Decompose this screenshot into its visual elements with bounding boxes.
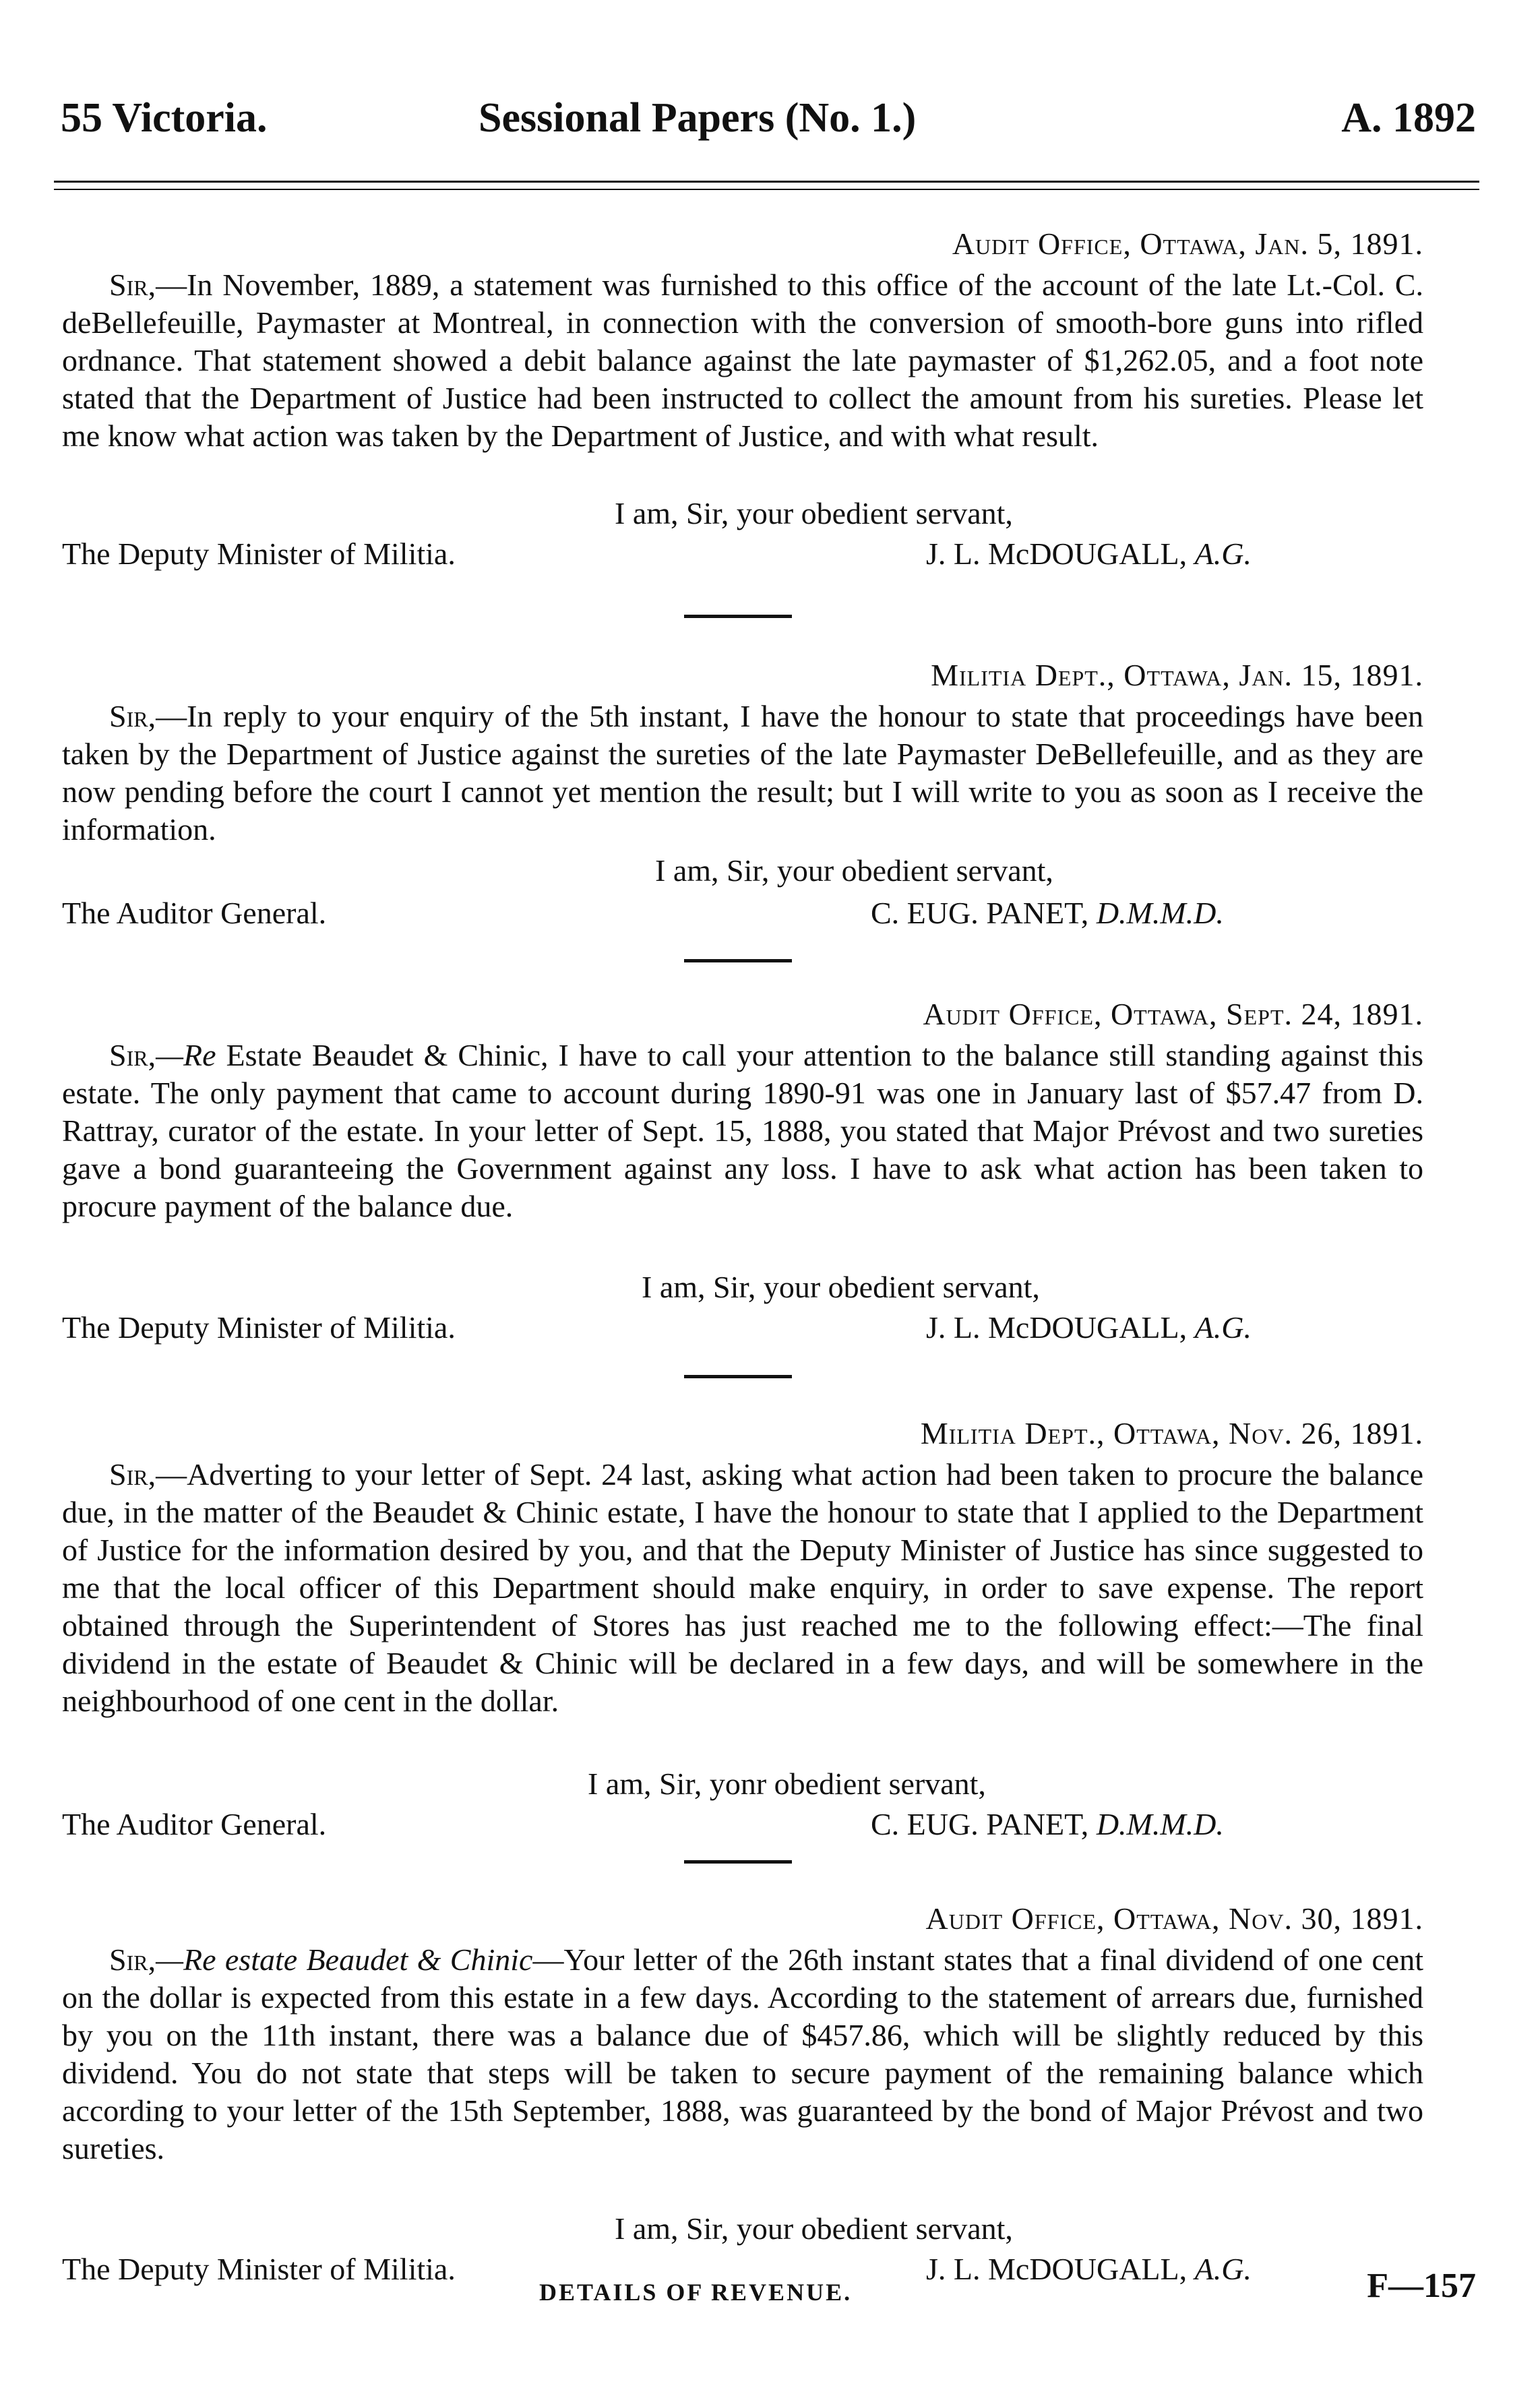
- footer-section-title: DETAILS OF REVENUE.: [539, 2279, 853, 2306]
- letter-body: [62, 1941, 1423, 2168]
- letter-separator: [684, 1375, 792, 1378]
- letter-dateline: Militia Dept., Ottawa, Jan. 15, 1891.: [931, 658, 1423, 692]
- header-regnal-year: 55 Victoria.: [61, 95, 268, 141]
- header-series-title: Sessional Papers (No. 1.): [479, 95, 917, 141]
- letter-signature: [926, 1310, 1252, 1345]
- letter-salutation: Sir,: [109, 699, 156, 733]
- letter-recipient: The Auditor General.: [62, 896, 327, 930]
- letter-separator: [684, 959, 792, 962]
- letter-2: [62, 657, 1423, 940]
- letter-body: [62, 1456, 1423, 1720]
- letter-text: —In reply to your enquiry of the 5th instant, I have the honour to state that proceedings have been taken by the Department of Justice against the sureties of the late Paymaster DeBellefeuille, and as they are now pending before the court I cannot yet mention the result; but I will write to you as soon as I receive the information.: [62, 699, 1423, 847]
- signature-title: A.G.: [1194, 2252, 1252, 2286]
- signature-title: D.M.M.D.: [1096, 1807, 1224, 1841]
- signature-name: C. EUG. PANET,: [871, 896, 1089, 930]
- letter-body: [62, 698, 1423, 849]
- letter-1: [62, 226, 1423, 590]
- letter-closing: I am, Sir, your obedient servant,: [642, 1270, 1040, 1304]
- letter-5: [62, 1901, 1423, 2305]
- letter-text: —Adverting to your letter of Sept. 24 last, asking what action had been taken to procure the balance due, in the matter of the Beaudet & Chinic estate, I have the honour to state that I applied to the Department of Justice for the information desired by you, and that the Deputy Minister of Justice has since suggested to me that the local officer of this Department should make enquiry, in order to save expense. The report obtained through the Superintendent of Stores has just reached me to the following effect:—The final dividend in the estate of Beaudet & Chinic will be declared in a few days, and will be somewhere in the neighbourhood of one cent in the dollar.: [62, 1457, 1423, 1718]
- letter-recipient: The Deputy Minister of Militia.: [62, 1310, 456, 1345]
- letter-text: Estate Beaudet & Chinic, I have to call your attention to the balance still standing against this estate. The only payment that came to account during 1890-91 was one in January last of $57.47 from D. Rattray, curator of the estate. In your letter of Sept. 15, 1888, you stated that Major Prévost and two sureties gave a bond guaranteeing the Government against any loss. I have to ask what action has been taken to procure payment of the balance due.: [62, 1038, 1423, 1223]
- letter-recipient: The Deputy Minister of Militia.: [62, 2252, 456, 2286]
- letter-dateline: Audit Office, Ottawa, Jan. 5, 1891.: [952, 226, 1423, 261]
- letter-salutation: Sir,: [109, 1038, 156, 1072]
- letter-text: —In November, 1889, a statement was furnished to this office of the account of the late Lt.-Col. C. deBellefeuille, Paymaster at Montreal, in connection with the conversion of smooth-bore guns into rifled ordnance. That statement showed a debit balance against the late paymaster of $1,262.05, and a foot note stated that the Department of Justice had been instructed to collect the amount from his sureties. Please let me know what action was taken by the Department of Justice, and with what result.: [62, 268, 1423, 453]
- header-rule-top: [54, 181, 1479, 183]
- letter-signature: [871, 1806, 1224, 1842]
- letter-recipient: The Auditor General.: [62, 1807, 327, 1841]
- letter-4: [62, 1415, 1423, 1847]
- letter-3: [62, 996, 1423, 1360]
- signature-name: J. L. McDOUGALL,: [926, 1310, 1188, 1345]
- letter-text: —Your letter of the 26th instant states that a final dividend of one cent on the dollar is expected from this estate in a few days. According to the statement of arrears due, furnished by you on the 11th instant, there was a balance due of $457.86, which will be slightly reduced by this dividend. You do not state that steps will be taken to secure payment of the remaining balance which according to your letter of the 15th September, 1888, was guaranteed by the bond of Major Prévost and two sureties.: [62, 1942, 1423, 2165]
- letter-recipient: The Deputy Minister of Militia.: [62, 536, 456, 571]
- letter-dateline: Militia Dept., Ottawa, Nov. 26, 1891.: [920, 1416, 1423, 1450]
- letter-closing: I am, Sir, your obedient servant,: [655, 853, 1053, 888]
- letter-body: [62, 266, 1423, 455]
- letter-separator: [684, 1860, 792, 1864]
- letter-salutation: Sir,: [109, 1942, 156, 1977]
- letter-closing: I am, Sir, your obedient servant,: [615, 2211, 1013, 2246]
- letter-separator: [684, 615, 792, 618]
- letter-signature: [926, 2251, 1252, 2287]
- header-year: A. 1892: [1341, 95, 1476, 141]
- signature-title: A.G.: [1194, 1310, 1252, 1345]
- letter-dateline: Audit Office, Ottawa, Nov. 30, 1891.: [925, 1901, 1423, 1936]
- running-header: [61, 94, 1476, 155]
- signature-name: J. L. McDOUGALL,: [926, 2252, 1188, 2286]
- letter-dateline: Audit Office, Ottawa, Sept. 24, 1891.: [923, 997, 1423, 1031]
- signature-name: C. EUG. PANET,: [871, 1807, 1089, 1841]
- signature-title: A.G.: [1194, 536, 1252, 571]
- letter-salutation: Sir,: [109, 268, 156, 302]
- letter-closing: I am, Sir, yonr obedient servant,: [588, 1767, 986, 1801]
- signature-name: J. L. McDOUGALL,: [926, 536, 1188, 571]
- letter-re: —Re: [156, 1038, 216, 1072]
- signature-title: D.M.M.D.: [1096, 896, 1224, 930]
- letter-body: [62, 1037, 1423, 1225]
- letter-closing: I am, Sir, your obedient servant,: [615, 496, 1013, 530]
- letter-salutation: Sir,: [109, 1457, 156, 1492]
- header-rule-bottom: [54, 189, 1479, 190]
- footer-page-ref: F—157: [1367, 2267, 1476, 2305]
- letter-signature: [926, 536, 1252, 572]
- letter-signature: [871, 895, 1224, 931]
- letter-re: —Re estate Beaudet & Chinic: [156, 1942, 533, 1977]
